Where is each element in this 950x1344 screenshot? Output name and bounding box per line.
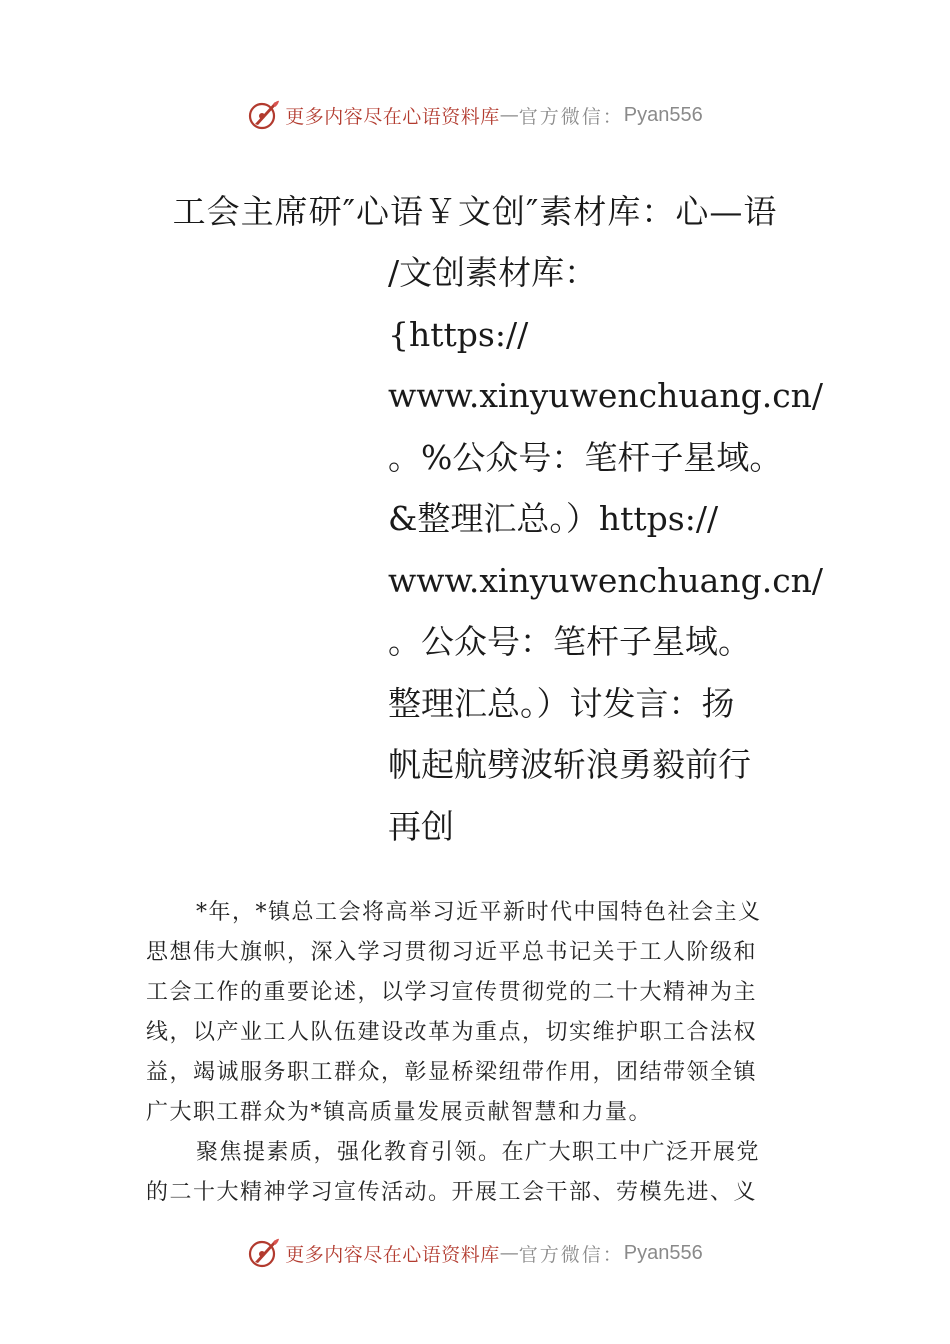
title-line: 再创: [388, 806, 454, 846]
header-watermark: [0, 95, 950, 135]
watermark-label: 官方微信：: [518, 105, 624, 128]
body-line: *年，*镇总工会将高举习近平新时代中国特色社会主义: [196, 900, 762, 925]
watermark-main-text: 更多内容尽在心语资料库: [285, 105, 500, 128]
document-title-continuation: [388, 242, 824, 857]
watermark-wechat-id: Pyan556: [623, 103, 703, 126]
title-line: /文创素材库：: [388, 253, 598, 292]
title-line: 。%公众号：笔杆子星域。: [388, 437, 783, 477]
body-line: 广大职工群众为*镇高质量发展贡献智慧和力量。: [146, 1100, 653, 1125]
body-line: 线，以产业工人队伍建设改革为重点，切实维护职工合法权: [146, 1020, 758, 1045]
body-line: 聚焦提素质，强化教育引领。在广大职工中广泛开展党: [196, 1140, 761, 1165]
body-line: 的二十大精神学习宣传活动。开展工会干部、劳模先进、义: [146, 1180, 758, 1205]
document-title-first-line: 工会主席研″心语￥文创″素材库：心—语: [172, 192, 778, 231]
watermark-main-text: 更多内容尽在心语资料库: [285, 1243, 500, 1266]
title-line: 。公众号：笔杆子星域。: [388, 622, 751, 661]
body-line: 工会工作的重要论述，以学习宣传贯彻党的二十大精神为主: [146, 980, 758, 1005]
body-line: 益，竭诚服务职工群众，彰显桥梁纽带作用，团结带领全镇: [146, 1060, 758, 1085]
body-line: 思想伟大旗帜，深入学习贯彻习近平总书记关于工人阶级和: [146, 940, 758, 965]
title-line: 帆起航劈波斩浪勇毅前行: [388, 745, 751, 784]
footer-watermark: [0, 1233, 950, 1273]
title-line: www.xinyuwenchuang.cn/: [388, 376, 824, 415]
watermark-wechat-id: Pyan556: [623, 1241, 703, 1264]
title-line: www.xinyuwenchuang.cn/: [388, 560, 824, 600]
watermark-label: 官方微信：: [518, 1243, 624, 1266]
document-body: [146, 893, 818, 1213]
quill-logo-icon: [247, 98, 281, 132]
title-line: &整理汇总。）https://: [388, 499, 719, 538]
quill-logo-icon: [247, 1236, 281, 1270]
title-line: 整理汇总。）讨发言：扬: [388, 683, 735, 723]
watermark-separator: —: [499, 104, 519, 126]
title-line: {https://: [388, 314, 529, 354]
watermark-separator: —: [499, 1242, 519, 1264]
